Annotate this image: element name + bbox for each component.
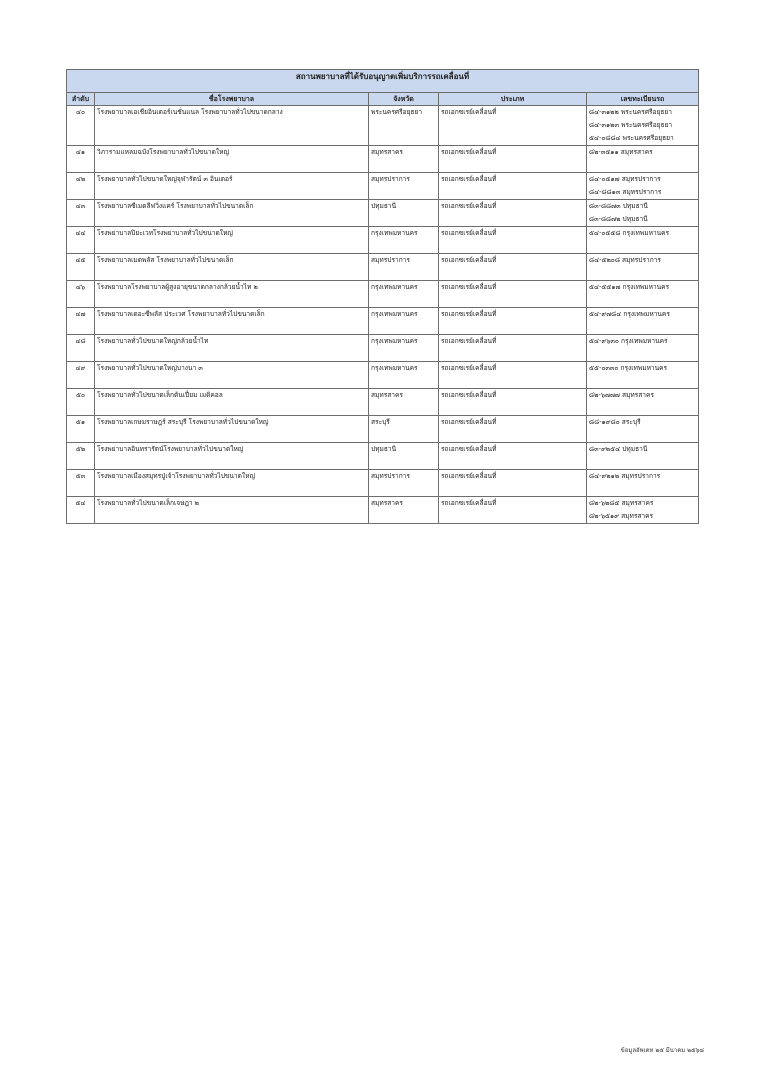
cell-type-text: รถเอกซเรย์เคลื่อนที่: [441, 202, 497, 210]
plate-number: ๘๒-๖๒๘๕ สมุทรสาคร: [589, 499, 654, 507]
cell-plate-numbers: [587, 389, 699, 416]
cell-order: [67, 416, 95, 443]
cell-province-text: ปทุมธานี: [371, 202, 397, 210]
plate-number: ๘๓-๙๒๕๔ ปทุมธานี: [589, 445, 648, 453]
cell-province: [369, 173, 439, 200]
cell-order: [67, 200, 95, 227]
cell-plate-numbers: [587, 308, 699, 335]
cell-plate-numbers: [587, 254, 699, 281]
cell-hospital-name: [95, 308, 369, 335]
cell-province: [369, 106, 439, 146]
cell-hospital-name-text: วิภารามแหลมฉบังโรงพยาบาลทั่วไปขนาดใหญ่: [97, 148, 230, 156]
plate-number: ๘๒-๖๕๑๙ สมุทรสาคร: [589, 512, 654, 520]
cell-type: [439, 497, 587, 524]
cell-province-text: สมุทรสาคร: [371, 391, 403, 399]
table-row: [67, 200, 699, 227]
cell-order: [67, 389, 95, 416]
table-row: [67, 146, 699, 173]
cell-plate-numbers: [587, 362, 699, 389]
cell-order: [67, 443, 95, 470]
table-row: [67, 470, 699, 497]
cell-province-text: สมุทรปราการ: [371, 472, 410, 480]
cell-order: [67, 227, 95, 254]
plate-number: ๘๒-๖๗๗๗ สมุทรสาคร: [589, 391, 654, 399]
cell-province-text: สระบุรี: [371, 418, 390, 426]
cell-type-text: รถเอกซเรย์เคลื่อนที่: [441, 364, 497, 372]
update-note: ข้อมูลอัพเดท ๒๕ มีนาคม ๒๕๖๘: [620, 1047, 704, 1054]
cell-province: [369, 254, 439, 281]
plate-number: ๕๔-๐๘๘๔ พระนครศรีอยุธยา: [589, 134, 674, 142]
plate-number: ๕๔-๙๖๓๐ กรุงเทพมหานคร: [589, 337, 668, 345]
table-row: [67, 281, 699, 308]
cell-hospital-name: [95, 470, 369, 497]
cell-hospital-name-text: โรงพยาบาลเมดพลัส โรงพยาบาลทั่วไปขนาดเล็ก: [97, 256, 234, 264]
cell-order-text: ๔๙: [75, 364, 86, 372]
cell-order-text: ๔๔: [75, 229, 86, 237]
cell-province-text: กรุงเทพมหานคร: [371, 337, 418, 345]
cell-order-text: ๔๑: [75, 148, 86, 156]
cell-hospital-name-text: โรงพยาบาลทั่วไปขนาดใหญ่จุฬารัตน์ ๓ อินเตอร์: [97, 175, 233, 183]
cell-order-text: ๕๑: [75, 418, 86, 426]
cell-hospital-name-text: โรงพยาบาลทั่วไปขนาดเล็กต้นเปี่ยม เมดิคอล: [97, 391, 223, 399]
table-row: [67, 362, 699, 389]
cell-hospital-name-text: โรงพยาบาลเมืองสมุทรปู่เจ้าโรงพยาบาลทั่วไปขนาดใหญ่: [97, 472, 256, 480]
plate-number: ๘๔-๙๒๑๒ สมุทรปราการ: [589, 472, 661, 480]
cell-order-text: ๔๘: [75, 337, 86, 345]
cell-hospital-name: [95, 146, 369, 173]
cell-hospital-name: [95, 281, 369, 308]
cell-type: [439, 416, 587, 443]
cell-hospital-name: [95, 254, 369, 281]
cell-hospital-name-text: โรงพยาบาลเอเชียอินเตอร์เนชั่นแนล โรงพยาบาลทั่วไปขนาดกลาง: [97, 108, 283, 116]
cell-order: [67, 497, 95, 524]
cell-type: [439, 254, 587, 281]
cell-type: [439, 362, 587, 389]
cell-order: [67, 335, 95, 362]
cell-order: [67, 281, 95, 308]
cell-plate-numbers: [587, 146, 699, 173]
cell-type-text: รถเอกซเรย์เคลื่อนที่: [441, 499, 497, 507]
plate-number: ๘๔-๕๒๐๘ สมุทรปราการ: [589, 256, 661, 264]
header-plate-number: เลขทะเบียนรถ: [587, 93, 699, 106]
cell-order-text: ๔๒: [75, 175, 86, 183]
cell-type-text: รถเอกซเรย์เคลื่อนที่: [441, 256, 497, 264]
plate-number: ๕๔-๙๗๘๔ กรุงเทพมหานคร: [589, 310, 670, 318]
cell-type: [439, 106, 587, 146]
table-row: [67, 335, 699, 362]
plate-number: ๕๕-๐๓๓๐ กรุงเทพมหานคร: [589, 364, 668, 372]
cell-hospital-name: [95, 416, 369, 443]
plate-number: ๕๔-๐๕๕๘ กรุงเทพมหานคร: [589, 229, 670, 237]
cell-province: [369, 497, 439, 524]
cell-hospital-name: [95, 335, 369, 362]
cell-type: [439, 281, 587, 308]
cell-plate-numbers: [587, 443, 699, 470]
cell-hospital-name-text: โรงพยาบาลทั่วไปขนาดเล็กเจษฎา ๒: [97, 499, 200, 507]
cell-hospital-name-text: โรงพยาบาลเกษมราษฎร์ สระบุรี โรงพยาบาลทั่วไปขนาดใหญ่: [97, 418, 269, 426]
table-row: [67, 416, 699, 443]
cell-hospital-name-text: โรงพยาบาลทั่วไปขนาดใหญ่บางนา ๓: [97, 364, 203, 372]
cell-type: [439, 200, 587, 227]
cell-order-text: ๕๐: [75, 391, 85, 399]
cell-order-text: ๔๗: [75, 310, 86, 318]
plate-number: ๕๔-๕๕๑๗ กรุงเทพมหานคร: [589, 283, 670, 291]
cell-order: [67, 362, 95, 389]
cell-province-text: กรุงเทพมหานคร: [371, 364, 418, 372]
cell-order: [67, 470, 95, 497]
plate-number: ๘๔-๐๕๑๗ สมุทรปราการ: [589, 175, 661, 183]
cell-type-text: รถเอกซเรย์เคลื่อนที่: [441, 418, 497, 426]
cell-type-text: รถเอกซเรย์เคลื่อนที่: [441, 229, 497, 237]
cell-type-text: รถเอกซเรย์เคลื่อนที่: [441, 445, 497, 453]
header-hospital-name: ชื่อโรงพยาบาล: [95, 93, 369, 106]
cell-order-text: ๔๕: [75, 256, 86, 264]
cell-province: [369, 308, 439, 335]
cell-province: [369, 227, 439, 254]
cell-hospital-name-text: โรงพยาบาลเดอะซีพลัส ประเวศ โรงพยาบาลทั่วไปขนาดเล็ก: [97, 310, 265, 318]
cell-order-text: ๔๐: [75, 108, 85, 116]
cell-plate-numbers: [587, 335, 699, 362]
cell-province-text: กรุงเทพมหานคร: [371, 283, 418, 291]
cell-order-text: ๔๖: [75, 283, 86, 291]
cell-hospital-name-text: โรงพยาบาลโรงพยาบาลผู้สูงอายุขนาดกลางกล้วยน้ำไท ๒: [97, 283, 258, 291]
cell-type-text: รถเอกซเรย์เคลื่อนที่: [441, 283, 497, 291]
table-row: [67, 389, 699, 416]
cell-province: [369, 146, 439, 173]
cell-type-text: รถเอกซเรย์เคลื่อนที่: [441, 337, 497, 345]
cell-plate-numbers: [587, 416, 699, 443]
cell-province: [369, 389, 439, 416]
header-row: [67, 93, 699, 106]
cell-province-text: ปทุมธานี: [371, 445, 397, 453]
cell-order-text: ๕๔: [75, 499, 86, 507]
table-body: [67, 106, 699, 524]
table-row: [67, 308, 699, 335]
cell-hospital-name: [95, 227, 369, 254]
table-row: [67, 443, 699, 470]
header-order: ลำดับ: [67, 93, 95, 106]
cell-hospital-name-text: โรงพยาบาลซีเมดลีฟวิ่งแคร์ โรงพยาบาลทั่วไปขนาดเล็ก: [97, 202, 254, 210]
cell-type-text: รถเอกซเรย์เคลื่อนที่: [441, 310, 497, 318]
cell-order-text: ๔๓: [75, 202, 86, 210]
table-row: [67, 173, 699, 200]
cell-province: [369, 470, 439, 497]
cell-type: [439, 173, 587, 200]
cell-province-text: สมุทรสาคร: [371, 499, 403, 507]
cell-province: [369, 416, 439, 443]
plate-number: ๘๔-๓๑๒๓ พระนครศรีอยุธยา: [589, 121, 673, 129]
cell-type: [439, 335, 587, 362]
table-row: [67, 227, 699, 254]
cell-plate-numbers: [587, 281, 699, 308]
cell-type-text: รถเอกซเรย์เคลื่อนที่: [441, 175, 497, 183]
cell-type-text: รถเอกซเรย์เคลื่อนที่: [441, 472, 497, 480]
cell-province-text: สมุทรสาคร: [371, 148, 403, 156]
cell-province: [369, 362, 439, 389]
plate-number: ๘๔-๓๑๒๒ พระนครศรีอยุธยา: [589, 108, 672, 116]
hospital-table: [66, 69, 699, 524]
cell-province-text: กรุงเทพมหานคร: [371, 310, 418, 318]
header-province: จังหวัด: [369, 93, 439, 106]
cell-type: [439, 443, 587, 470]
header-type: ประเภท: [439, 93, 587, 106]
plate-number: ๘๔-๘๘๑๓ สมุทรปราการ: [589, 188, 662, 196]
cell-hospital-name-text: โรงพยาบาลปิยะเวทโรงพยาบาลทั่วไปขนาดใหญ่: [97, 229, 233, 237]
plate-number: ๘๘-๑๙๘๐ สระบุรี: [589, 418, 641, 426]
cell-type-text: รถเอกซเรย์เคลื่อนที่: [441, 108, 497, 116]
plate-number: ๘๓-๘๘๗๒ ปทุมธานี: [589, 215, 648, 223]
cell-plate-numbers: [587, 106, 699, 146]
plate-number: ๘๓-๘๘๗๓ ปทุมธานี: [589, 202, 648, 210]
cell-type: [439, 470, 587, 497]
cell-province-text: สมุทรปราการ: [371, 256, 410, 264]
cell-order: [67, 106, 95, 146]
cell-hospital-name-text: โรงพยาบาลทั่วไปขนาดใหญ่กล้วยน้ำไท: [97, 337, 209, 345]
cell-order: [67, 254, 95, 281]
cell-type: [439, 389, 587, 416]
cell-type: [439, 146, 587, 173]
cell-hospital-name: [95, 362, 369, 389]
cell-type: [439, 227, 587, 254]
cell-type-text: รถเอกซเรย์เคลื่อนที่: [441, 391, 497, 399]
table-row: [67, 254, 699, 281]
cell-province-text: พระนครศรีอยุธยา: [371, 108, 423, 116]
cell-plate-numbers: [587, 227, 699, 254]
cell-plate-numbers: [587, 497, 699, 524]
cell-hospital-name: [95, 497, 369, 524]
cell-province-text: สมุทรปราการ: [371, 175, 410, 183]
cell-order: [67, 308, 95, 335]
cell-type: [439, 308, 587, 335]
cell-order-text: ๕๓: [75, 472, 86, 480]
cell-order: [67, 173, 95, 200]
cell-hospital-name: [95, 200, 369, 227]
cell-order-text: ๕๒: [75, 445, 86, 453]
table-title: สถานพยาบาลที่ได้รับอนุญาตเพิ่มบริการรถเคลื่อนที่: [67, 70, 699, 93]
cell-type-text: รถเอกซเรย์เคลื่อนที่: [441, 148, 497, 156]
cell-plate-numbers: [587, 173, 699, 200]
cell-plate-numbers: [587, 200, 699, 227]
cell-hospital-name: [95, 173, 369, 200]
cell-hospital-name: [95, 389, 369, 416]
cell-hospital-name: [95, 443, 369, 470]
cell-province: [369, 281, 439, 308]
plate-number: ๘๒-๓๕๑๑ สมุทรสาคร: [589, 148, 653, 156]
cell-hospital-name-text: โรงพยาบาลอินทรารัตน์โรงพยาบาลทั่วไปขนาดใหญ่: [97, 445, 244, 453]
cell-province-text: กรุงเทพมหานคร: [371, 229, 418, 237]
table-row: [67, 497, 699, 524]
cell-province: [369, 443, 439, 470]
cell-hospital-name: [95, 106, 369, 146]
cell-order: [67, 146, 95, 173]
cell-province: [369, 200, 439, 227]
table-row: [67, 106, 699, 146]
cell-plate-numbers: [587, 470, 699, 497]
cell-province: [369, 335, 439, 362]
